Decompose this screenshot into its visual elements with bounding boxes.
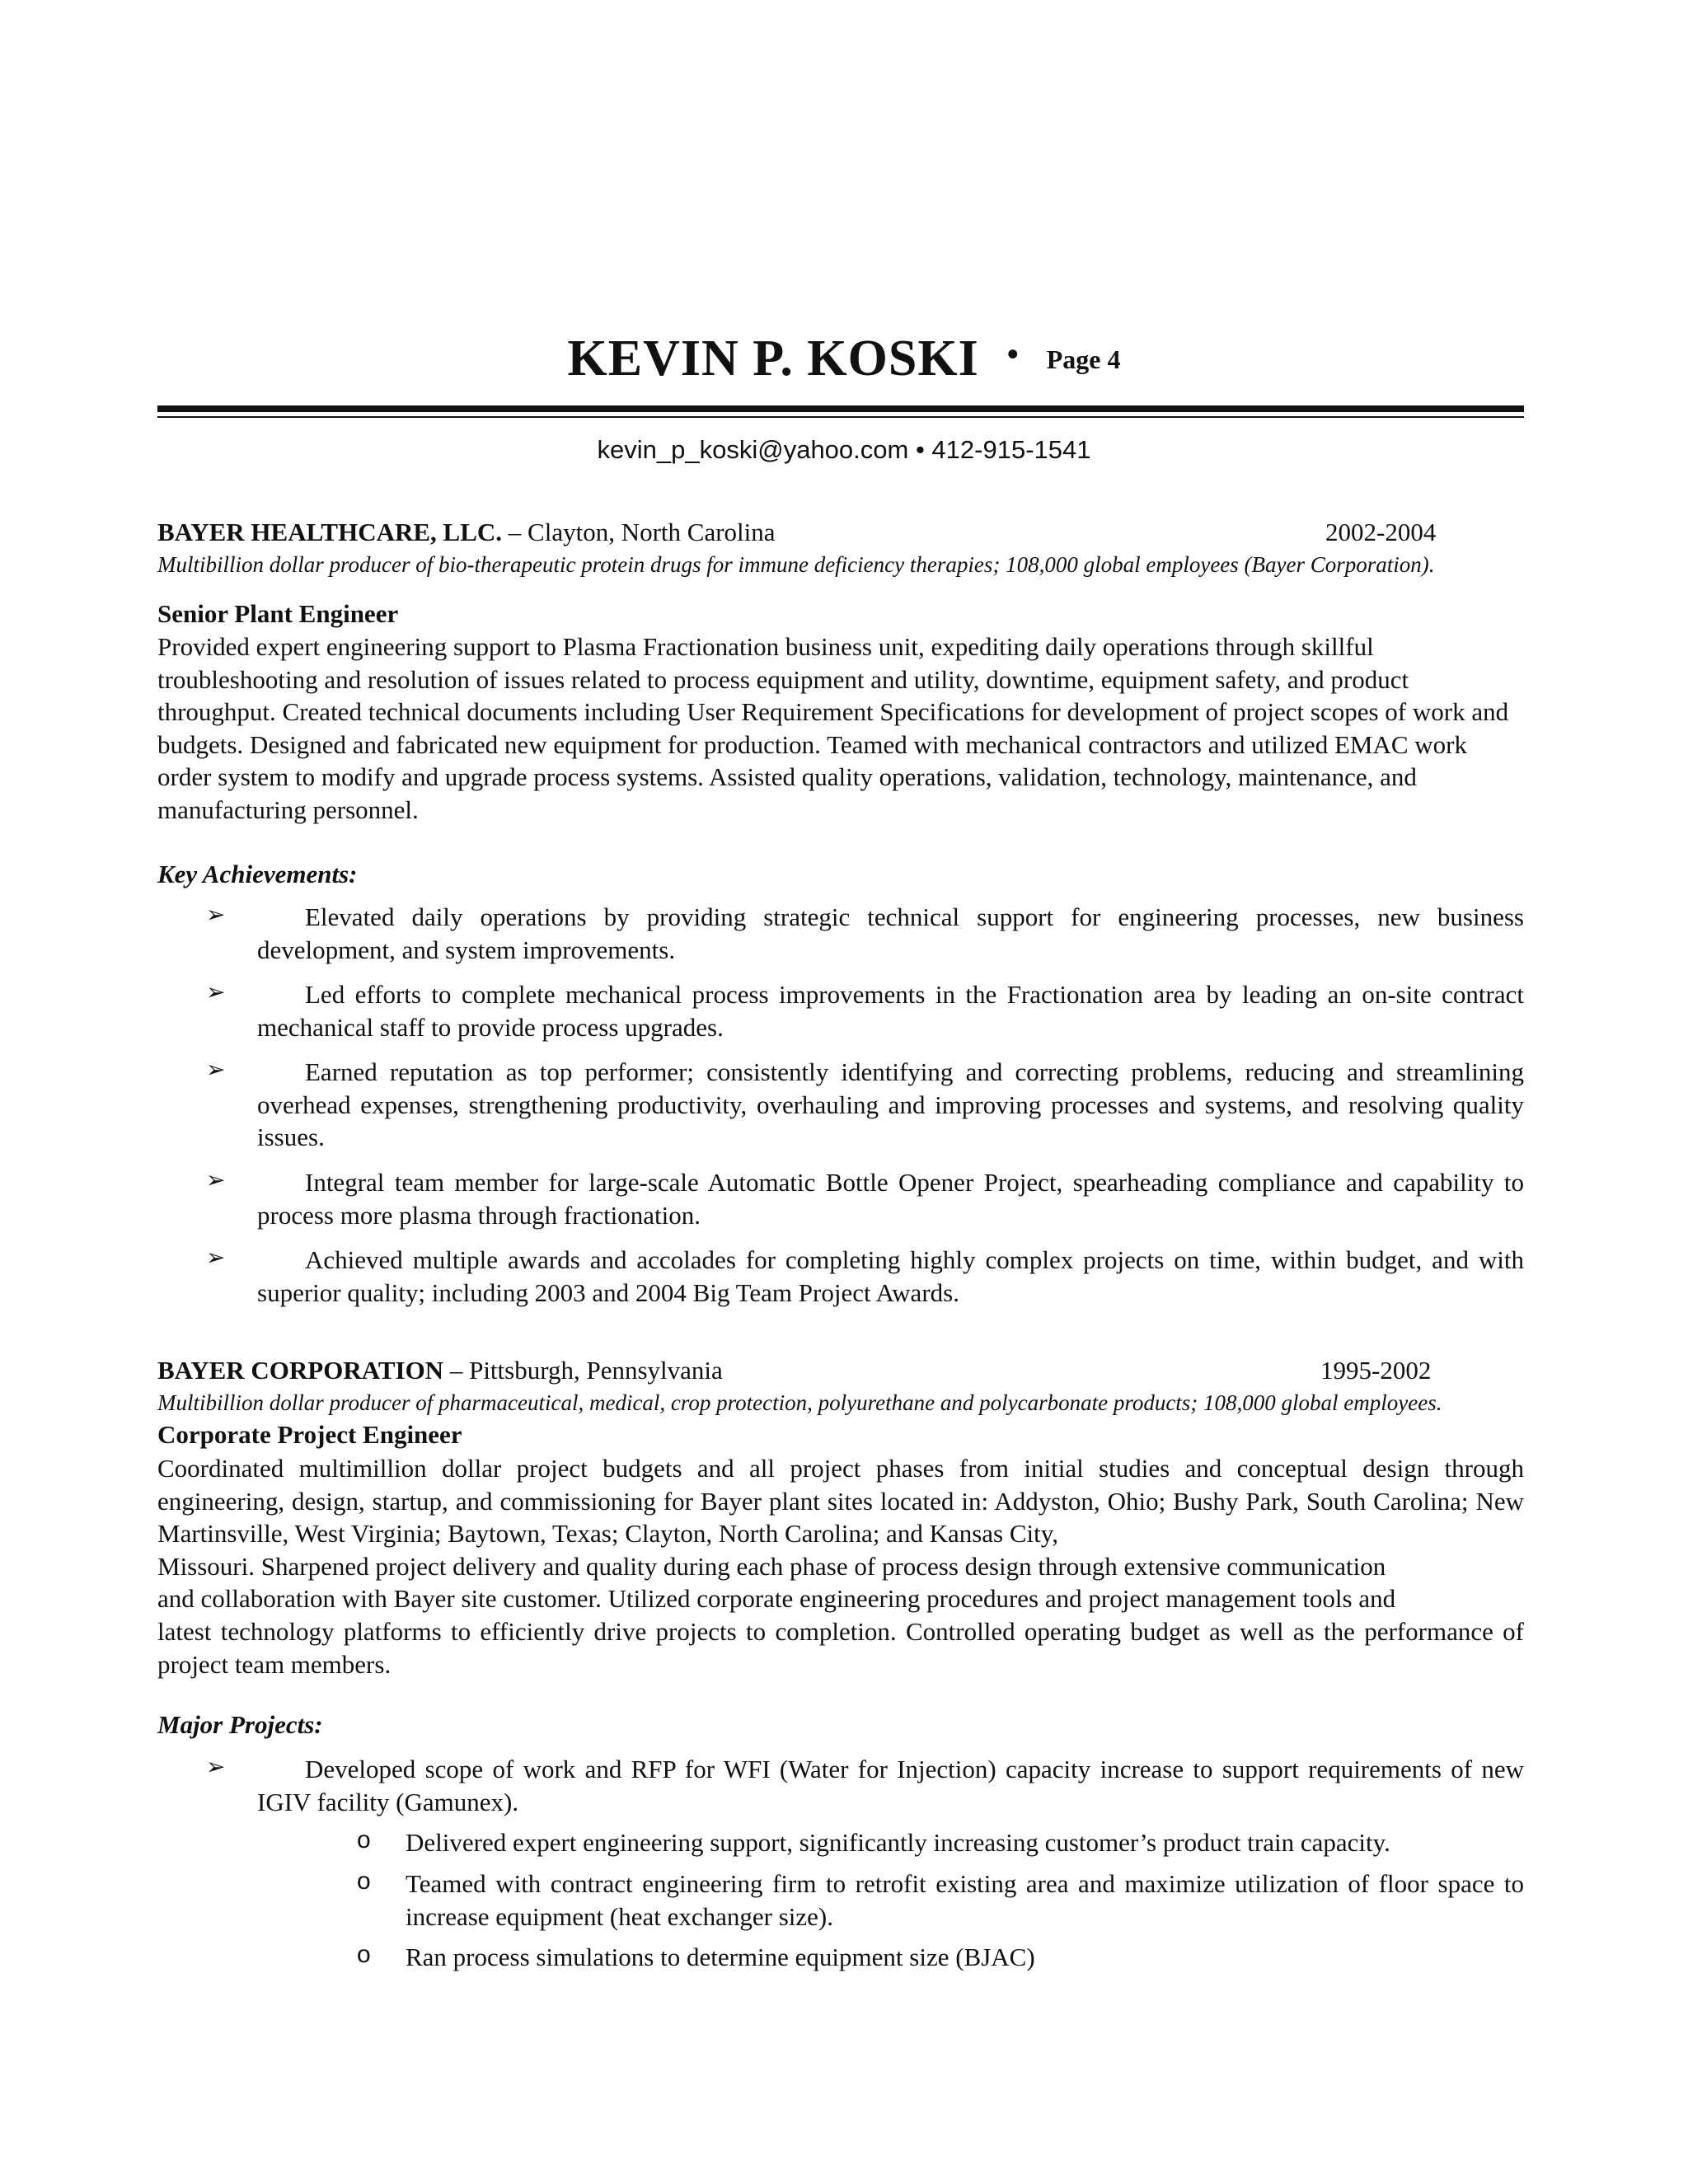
- circle-bullet-icon: o: [357, 1941, 371, 1968]
- job1-company-description: Multibillion dollar producer of bio-therapeutic protein drugs for immune deficiency therapies; 108,000 global employees (Bayer Corporation).: [157, 552, 1435, 577]
- job2-summary-line5: and collaboration with Bayer site customer. Utilized corporate engineering procedures and project management tools and: [157, 1584, 1396, 1613]
- project-subitem-text: Ran process simulations to determine equipment size (BJAC): [406, 1943, 1035, 1971]
- page-header: [0, 330, 1688, 388]
- header-rule-thick: [157, 405, 1524, 412]
- project-text: Developed scope of work and RFP for WFI (Water for Injection) capacity increase to support requirements of new IGIV facility (Gamunex).: [257, 1755, 1524, 1816]
- arrow-bullet-icon: ➢: [206, 901, 226, 928]
- job1-company: BAYER HEALTHCARE, LLC.: [157, 518, 503, 546]
- major-projects-heading: Major Projects:: [157, 1710, 323, 1739]
- job2-title: Corporate Project Engineer: [157, 1420, 462, 1449]
- job1-company-line: [157, 518, 776, 547]
- key-achievements-heading: Key Achievements:: [157, 860, 358, 888]
- header-separator: •: [1006, 335, 1019, 373]
- job2-summary-part3: latest technology platforms to efficiently drive projects to completion. Controlled operating budget as well as the performance of project team members.: [157, 1617, 1524, 1679]
- achievement-text: Earned reputation as top performer; consistently identifying and correcting problems, reducing and streamlining overhead expenses, strengthening productivity, overhauling and improving processes and systems, and resolving quality issues.: [257, 1057, 1524, 1151]
- job1-location: – Clayton, North Carolina: [502, 518, 776, 546]
- job2-company: BAYER CORPORATION: [157, 1356, 444, 1385]
- job2-dates: 1995-2002: [1320, 1356, 1432, 1385]
- arrow-bullet-icon: ➢: [206, 1753, 226, 1780]
- header-rule-thin: [157, 416, 1524, 418]
- job2-location: – Pittsburgh, Pennsylvania: [443, 1356, 723, 1385]
- contact-line: kevin_p_koski@yahoo.com • 412-915-1541: [597, 435, 1091, 464]
- circle-bullet-icon: o: [357, 1826, 371, 1854]
- achievement-text: Achieved multiple awards and accolades for completing highly complex projects on time, within budget, and with superior quality; including 2003 and 2004 Big Team Project Awards.: [257, 1245, 1524, 1307]
- job2-company-line: [157, 1356, 723, 1385]
- job1-summary: Provided expert engineering support to Plasma Fractionation business unit, expediting daily operations through skillful troubleshooting and resolution of issues related to process equipment and utility, downtime, equipment safety, and product throughput. Created technical documents including User Requirement Specifications for development of project scopes of work and budgets. Designed and fabricated new equipment for production. Teamed with mechanical contractors and utilized EMAC work order system to modify and upgrade process systems. Assisted quality operations, validation, technology, maintenance, and manufacturing personnel.: [157, 632, 1509, 824]
- achievement-text: Elevated daily operations by providing strategic technical support for engineering processes, new business development, and system improvements.: [257, 902, 1524, 964]
- achievement-text: Integral team member for large-scale Automatic Bottle Opener Project, spearheading compliance and capability to process more plasma through fractionation.: [257, 1168, 1524, 1230]
- arrow-bullet-icon: ➢: [206, 1056, 226, 1083]
- project-subitem-text: Teamed with contract engineering firm to retrofit existing area and maximize utilization of floor space to increase equipment (heat exchanger size).: [406, 1869, 1524, 1931]
- project-subitem-text: Delivered expert engineering support, significantly increasing customer’s product train capacity.: [406, 1828, 1390, 1857]
- arrow-bullet-icon: ➢: [206, 1166, 226, 1193]
- job2-company-description: Multibillion dollar producer of pharmaceutical, medical, crop protection, polyurethane and polycarbonate products; 108,000 global employees.: [157, 1390, 1442, 1415]
- arrow-bullet-icon: ➢: [206, 978, 226, 1005]
- achievement-text: Led efforts to complete mechanical process improvements in the Fractionation area by leading an on-site contract mechanical staff to provide process upgrades.: [257, 980, 1524, 1042]
- candidate-name: KEVIN P. KOSKI: [567, 330, 979, 387]
- page-number: Page 4: [1046, 344, 1121, 374]
- job1-dates: 2002-2004: [1325, 518, 1437, 546]
- arrow-bullet-icon: ➢: [206, 1244, 226, 1271]
- job2-summary-line4: Missouri. Sharpened project delivery and quality during each phase of process design through extensive communication: [157, 1552, 1386, 1581]
- job2-summary-part1: Coordinated multimillion dollar project budgets and all project phases from initial studies and conceptual design through engineering, design, startup, and commissioning for Bayer plant sites located in: Addyston, Ohio; Bushy Park, South Carolina; New Martinsville, West Virginia; Baytown, Texas; Clayton, North Carolina; and Kansas City,: [157, 1454, 1524, 1548]
- job1-title: Senior Plant Engineer: [157, 599, 399, 628]
- circle-bullet-icon: o: [357, 1868, 371, 1895]
